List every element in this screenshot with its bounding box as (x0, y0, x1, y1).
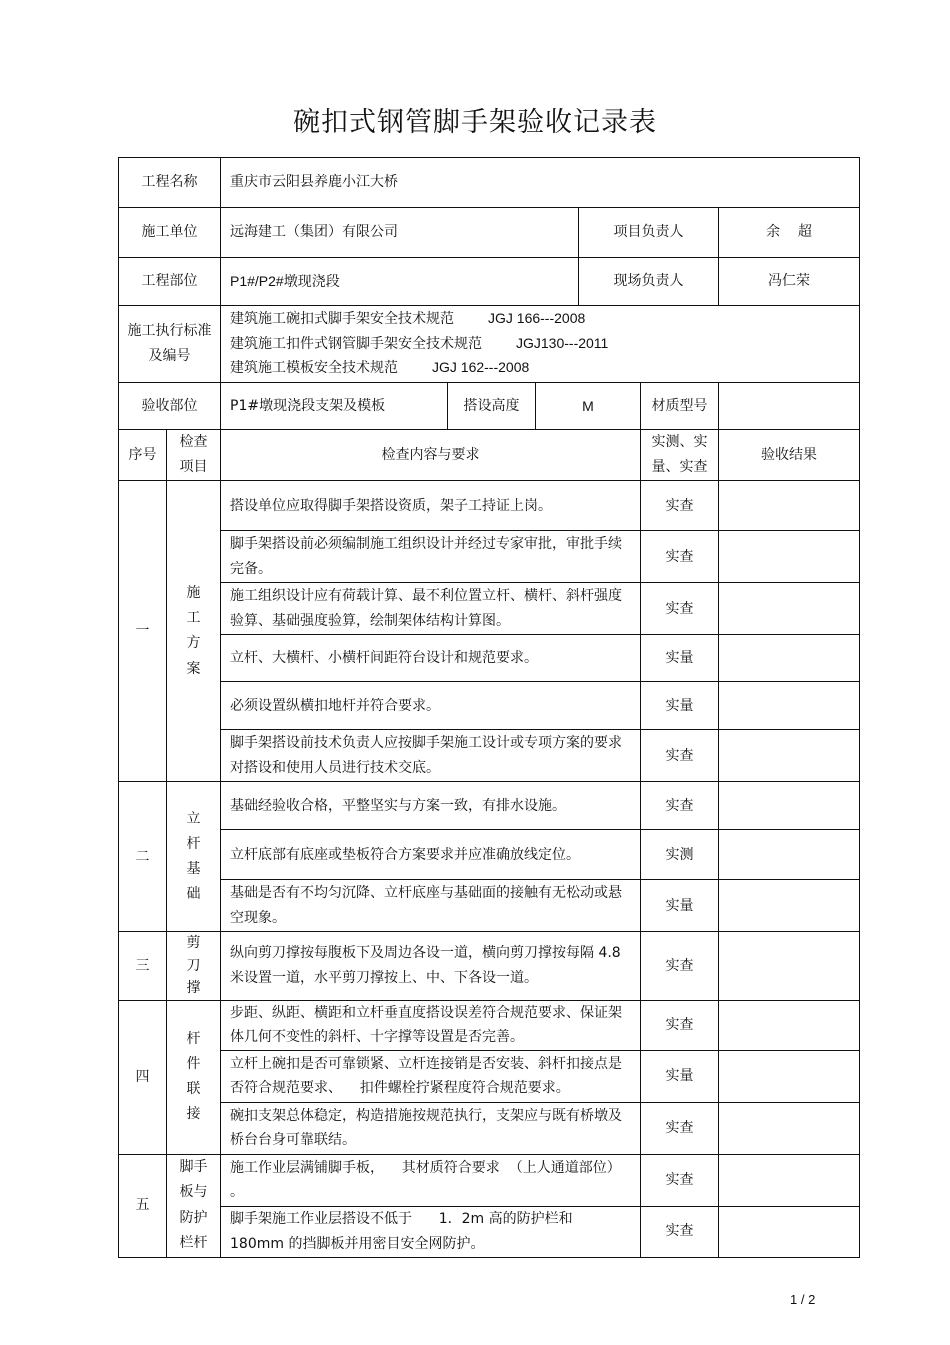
standard-name: 建筑施工模板安全技术规范 (230, 360, 398, 377)
acceptance-part-row (119, 383, 860, 430)
check-method: 实量 (641, 682, 719, 730)
group-item: 杆件联接 (167, 1000, 221, 1154)
check-result (719, 880, 860, 932)
contractor-row (119, 208, 860, 258)
check-content: 必须设置纵横扣地杆并符合要求。 (221, 682, 641, 730)
check-method: 实查 (641, 782, 719, 830)
check-result (719, 730, 860, 782)
header-method: 实测、实量、实查 (641, 430, 719, 481)
header-seq: 序号 (119, 430, 167, 481)
standard-code: JGJ130---2011 (516, 334, 609, 351)
check-method: 实测 (641, 830, 719, 880)
check-method: 实查 (641, 1154, 719, 1206)
standards-list (221, 306, 860, 383)
check-method: 实查 (641, 1206, 719, 1257)
check-method: 实量 (641, 880, 719, 932)
check-content: 脚手架搭设前技术负责人应按脚手架施工设计或专项方案的要求对搭设和使用人员进行技术交底。 (221, 730, 641, 782)
check-result (719, 1102, 860, 1154)
project-name-value: 重庆市云阳县养鹿小江大桥 (221, 158, 860, 208)
check-row (119, 880, 860, 932)
check-row (119, 830, 860, 880)
standard-code: JGJ 162---2008 (432, 359, 530, 376)
check-result (719, 1154, 860, 1206)
check-result (719, 1050, 860, 1102)
header-content: 检查内容与要求 (221, 430, 641, 481)
check-row (119, 583, 860, 635)
check-content: 碗扣支架总体稳定，构造措施按规范执行，支架应与既有桥墩及桥台台身可靠联结。 (221, 1102, 641, 1154)
check-content: 基础经验收合格，平整坚实与方案一致，有排水设施。 (221, 782, 641, 830)
standards-row (119, 306, 860, 383)
contractor-value: 远海建工（集团）有限公司 (221, 208, 579, 258)
height-label: 搭设高度 (448, 383, 536, 430)
check-row (119, 1000, 860, 1050)
check-content: 纵向剪刀撑按每腹板下及周边各设一道，横向剪刀撑按每隔 4.8 米设置一道，水平剪刀撑按上、中、下各设一道。 (221, 932, 641, 1000)
check-method: 实查 (641, 1102, 719, 1154)
check-row (119, 682, 860, 730)
check-row (119, 531, 860, 583)
check-result (719, 932, 860, 1000)
check-content: 立杆上碗扣是否可靠锁紧、立杆连接销是否安装、斜杆扣接点是否符合规范要求、 扣件螺栓拧紧程度符合规范要求。 (221, 1050, 641, 1102)
check-content: 立杆、大横杆、小横杆间距符台设计和规范要求。 (221, 635, 641, 682)
check-content: 施工组织设计应有荷载计算、最不利位置立杆、横杆、斜杆强度验算、基础强度验算，绘制架体结构计算图。 (221, 583, 641, 635)
project-part-value: P1#/P2#墩现浇段 (221, 258, 579, 306)
check-content: 搭设单位应取得脚手架搭设资质，架子工持证上岗。 (221, 481, 641, 531)
site-manager-value: 冯仁荣 (719, 258, 860, 306)
material-label: 材质型号 (641, 383, 719, 430)
group-seq: 四 (119, 1000, 167, 1154)
inspection-form-table (118, 157, 860, 1258)
standard-item (230, 356, 853, 381)
check-row (119, 1206, 860, 1257)
check-method: 实查 (641, 583, 719, 635)
standard-item (230, 332, 853, 357)
project-name-label: 工程名称 (119, 158, 221, 208)
check-row (119, 481, 860, 531)
contractor-label: 施工单位 (119, 208, 221, 258)
material-value (719, 383, 860, 430)
check-row (119, 782, 860, 830)
height-unit: M (536, 383, 641, 430)
project-part-label: 工程部位 (119, 258, 221, 306)
standard-code: JGJ 166---2008 (488, 309, 586, 326)
standard-item (230, 307, 853, 332)
check-method: 实查 (641, 932, 719, 1000)
group-seq: 五 (119, 1154, 167, 1257)
project-name-row (119, 158, 860, 208)
check-result (719, 583, 860, 635)
check-content: 施工作业层满铺脚手板， 其材质符合要求 （上人通道部位） 。 (221, 1154, 641, 1206)
header-item: 检查项目 (167, 430, 221, 481)
check-method: 实量 (641, 635, 719, 682)
check-result (719, 682, 860, 730)
check-row (119, 1050, 860, 1102)
group-seq: 三 (119, 932, 167, 1000)
check-method: 实查 (641, 1000, 719, 1050)
check-content: 脚手架搭设前必须编制施工组织设计并经过专家审批，审批手续完备。 (221, 531, 641, 583)
check-content: 立杆底部有底座或垫板符合方案要求并应准确放线定位。 (221, 830, 641, 880)
project-part-row (119, 258, 860, 306)
group-item: 剪刀撑 (167, 932, 221, 1000)
check-method: 实查 (641, 730, 719, 782)
site-manager-label: 现场负责人 (579, 258, 719, 306)
column-header-row (119, 430, 860, 481)
check-result (719, 782, 860, 830)
group-item: 立杆基础 (167, 782, 221, 932)
acceptance-part-value: P1#墩现浇段支架及模板 (221, 383, 448, 430)
check-method: 实查 (641, 481, 719, 531)
check-result (719, 531, 860, 583)
check-row (119, 635, 860, 682)
page-number: 1 / 2 (790, 1292, 816, 1307)
check-result (719, 830, 860, 880)
check-method: 实量 (641, 1050, 719, 1102)
project-manager-label: 项目负责人 (579, 208, 719, 258)
standards-label: 施工执行标准及编号 (119, 306, 221, 383)
check-content: 步距、纵距、横距和立杆垂直度搭设误差符合规范要求、保证架体几何不变性的斜杆、十字撑等设置是否完善。 (221, 1000, 641, 1050)
header-result: 验收结果 (719, 430, 860, 481)
acceptance-part-label: 验收部位 (119, 383, 221, 430)
group-item: 脚手板与防护栏杆 (167, 1154, 221, 1257)
check-result (719, 1000, 860, 1050)
page-title: 碗扣式钢管脚手架验收记录表 (293, 107, 657, 138)
standard-name: 建筑施工扣件式钢管脚手架安全技术规范 (230, 335, 482, 352)
group-seq: 一 (119, 481, 167, 782)
standard-name: 建筑施工碗扣式脚手架安全技术规范 (230, 310, 454, 327)
check-content: 基础是否有不均匀沉降、立杆底座与基础面的接触有无松动或悬空现象。 (221, 880, 641, 932)
group-seq: 二 (119, 782, 167, 932)
check-method: 实查 (641, 531, 719, 583)
check-result (719, 1206, 860, 1257)
check-row (119, 1154, 860, 1206)
project-manager-value: 余 超 (719, 208, 860, 258)
check-row (119, 730, 860, 782)
check-row (119, 1102, 860, 1154)
check-row (119, 932, 860, 1000)
check-result (719, 635, 860, 682)
group-item: 施工方案 (167, 481, 221, 782)
check-result (719, 481, 860, 531)
check-content: 脚手架施工作业层搭设不低于 1．2m 高的防护栏和 180mm 的挡脚板并用密目安全网防护。 (221, 1206, 641, 1257)
